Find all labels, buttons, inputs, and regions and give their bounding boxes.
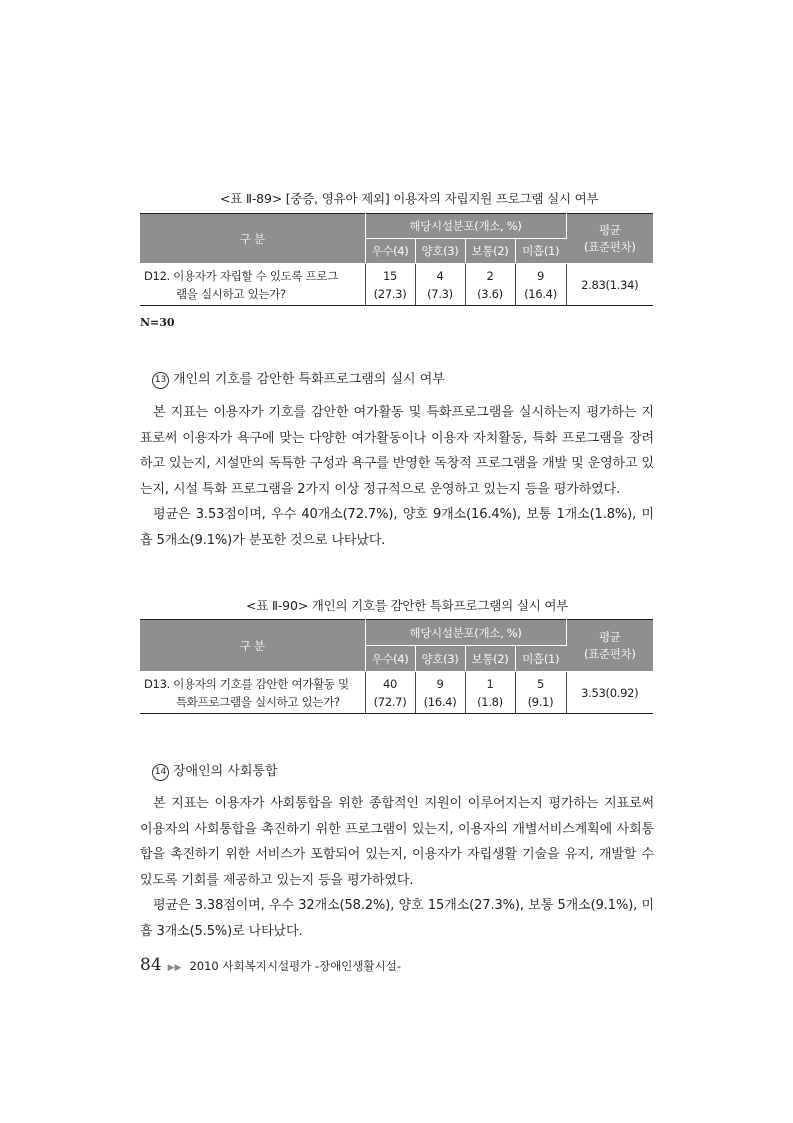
header-average bbox=[566, 214, 653, 264]
count: 5 bbox=[536, 676, 545, 691]
section-number-badge: 14 bbox=[152, 764, 169, 781]
cell-poor bbox=[515, 264, 566, 306]
count: 4 bbox=[436, 268, 444, 283]
cell-normal bbox=[465, 264, 515, 306]
sample-size-note: N=30 bbox=[140, 316, 175, 329]
header-stddev-label: (표준편차) bbox=[583, 239, 636, 254]
table-90 bbox=[140, 619, 653, 714]
section-number-badge: 13 bbox=[152, 372, 169, 389]
header-poor: 미흡(1) bbox=[515, 239, 566, 264]
count: 1 bbox=[486, 676, 494, 691]
cell-poor bbox=[515, 672, 566, 714]
section-13-title: 개인의 기호를 감안한 특화프로그램의 실시 여부 bbox=[173, 372, 445, 387]
header-category: 구 분 bbox=[140, 214, 365, 264]
paragraph: 본 지표는 이용자가 사회통합을 위한 종합적인 지원이 이루어지는지 평가하는 지표로써 이용자의 사회통합을 촉진하기 위한 프로그램이 있는지, 이용자의 개별서비스계획에 사회통합을 촉진하기 위한 서비스가 포함되어 있는지, 이용자가 자립생활 기술을 유지, 개발할 수 있도록 기회를 제공하고 있는지 등을 평가하였다. bbox=[140, 796, 654, 888]
header-average-label: 평균 bbox=[598, 629, 621, 644]
header-excellent: 우수(4) bbox=[365, 239, 415, 264]
count: 9 bbox=[436, 676, 444, 691]
question-line-2: 램을 실시하고 있는가? bbox=[176, 286, 286, 301]
percent: (9.1) bbox=[527, 694, 554, 709]
header-distribution: 해당시설분포(개소, %) bbox=[365, 214, 566, 239]
question-line-2: 특화프로그램을 실시하고 있는가? bbox=[176, 694, 340, 709]
footer-title: 2010 사회복지시설평가 -장애인생활시설- bbox=[189, 959, 401, 973]
percent: (16.4) bbox=[524, 286, 557, 301]
header-average-label: 평균 bbox=[598, 222, 621, 237]
count: 2 bbox=[486, 268, 494, 283]
question-line-1: D13. 이용자의 기호를 감안한 여가활동 및 bbox=[144, 676, 349, 691]
cell-excellent bbox=[365, 264, 415, 306]
header-good: 양호(3) bbox=[415, 646, 465, 672]
cell-good bbox=[415, 264, 465, 306]
paragraph: 평균은 3.38점이며, 우수 32개소(58.2%), 양호 15개소(27.3%), 보통 5개소(9.1%), 미흡 3개소(5.5%)로 나타났다. bbox=[140, 898, 654, 939]
page-footer bbox=[140, 955, 401, 975]
header-average-grade: 보통(2) bbox=[465, 239, 515, 264]
table-89 bbox=[140, 213, 653, 306]
header-stddev-label: (표준편차) bbox=[583, 646, 636, 661]
percent: (3.6) bbox=[477, 286, 503, 301]
percent: (27.3) bbox=[373, 286, 407, 301]
cell-normal bbox=[465, 672, 515, 714]
cell-average: 3.53(0.92) bbox=[566, 672, 653, 714]
section-14-heading bbox=[152, 760, 278, 781]
table-row bbox=[140, 264, 653, 306]
question-cell bbox=[140, 672, 365, 714]
count: 15 bbox=[382, 268, 398, 283]
percent: (16.4) bbox=[423, 694, 457, 709]
header-poor: 미흡(1) bbox=[515, 646, 566, 672]
cell-excellent bbox=[365, 672, 415, 714]
count: 40 bbox=[382, 676, 398, 691]
arrow-icon: ▶▶ bbox=[167, 963, 182, 973]
section-13-heading bbox=[152, 368, 445, 389]
table-90-caption: <표 Ⅱ-90> 개인의 기호를 감안한 특화프로그램의 실시 여부 bbox=[246, 598, 569, 613]
paragraph: 본 지표는 이용자가 기호를 감안한 여가활동 및 특화프로그램을 실시하는지 평가하는 지표로써 이용자가 욕구에 맞는 다양한 여가활동이나 이용자 자치활동, 특화 프로그램을 장려하고 있는지, 시설만의 독특한 구성과 욕구를 반영한 독창적 프로그램을 개발 및 운영하고 있는지, 시설 특화 프로그램을 2가지 이상 정규적으로 운영하고 있는지 등을 평가하였다. bbox=[140, 405, 654, 497]
table-row bbox=[140, 672, 653, 714]
cell-average: 2.83(1.34) bbox=[566, 264, 653, 306]
percent: (7.3) bbox=[427, 286, 453, 301]
percent: (1.8) bbox=[477, 694, 503, 709]
header-average-grade: 보통(2) bbox=[465, 646, 515, 672]
question-line-1: D12. 이용자가 자립할 수 있도록 프로그 bbox=[144, 268, 339, 283]
percent: (72.7) bbox=[373, 694, 407, 709]
header-excellent: 우수(4) bbox=[365, 646, 415, 672]
page-number: 84 bbox=[140, 955, 162, 975]
header-average bbox=[566, 620, 653, 672]
section-14-title: 장애인의 사회통합 bbox=[173, 764, 278, 779]
header-category: 구 분 bbox=[140, 620, 365, 672]
cell-good bbox=[415, 672, 465, 714]
question-cell bbox=[140, 264, 365, 306]
header-distribution: 해당시설분포(개소, %) bbox=[365, 620, 566, 646]
paragraph: 평균은 3.53점이며, 우수 40개소(72.7%), 양호 9개소(16.4%), 보통 1개소(1.8%), 미흡 5개소(9.1%)가 분포한 것으로 나타났다. bbox=[140, 507, 654, 548]
section-14-body bbox=[140, 791, 654, 944]
header-good: 양호(3) bbox=[415, 239, 465, 264]
section-13-body bbox=[140, 400, 654, 553]
table-89-caption: <표 Ⅱ-89> [중증, 영유아 제외] 이용자의 자립지원 프로그램 실시 여부 bbox=[220, 191, 599, 206]
count: 9 bbox=[536, 268, 545, 283]
